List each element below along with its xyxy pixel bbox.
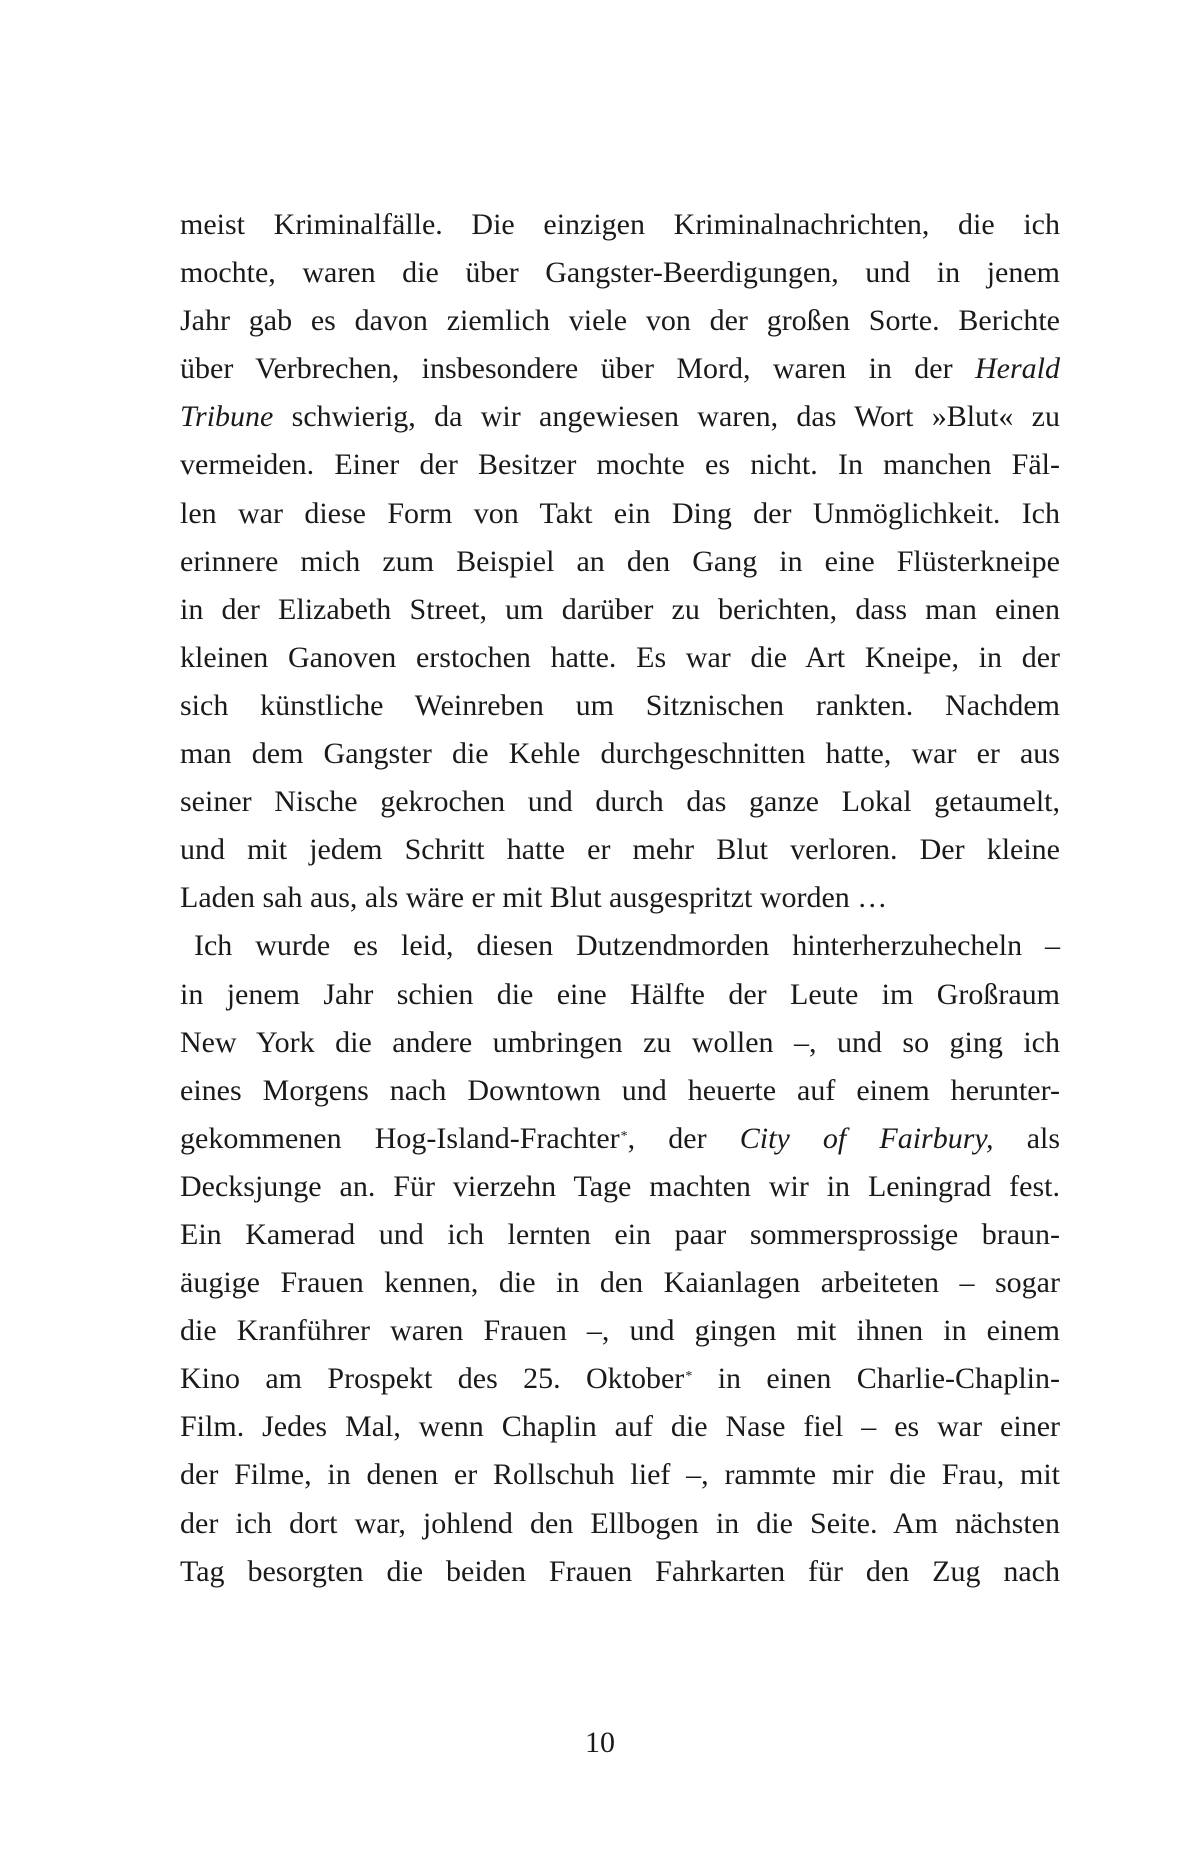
text-line: Ich wurde es leid, diesen Dutzendmorden hinterherzuhecheln – — [194, 929, 1060, 963]
text-line: Ein Kamerad und ich lernten ein paar sommersprossige braun- — [180, 1217, 1060, 1251]
text-line: die Kranführer waren Frauen –, und gingen mit ihnen in einem — [180, 1314, 1060, 1348]
text-segment: gekommenen Hog-Island-Frachter — [180, 1121, 620, 1155]
text-line: der Filme, in denen er Rollschuh lief –, rammte mir die Frau, mit — [180, 1458, 1060, 1492]
text-line — [180, 1115, 1060, 1163]
text-line: sich künstliche Weinreben um Sitznischen rankten. Nachdem — [180, 688, 1060, 722]
text-segment: als — [1026, 1121, 1061, 1155]
footnote-marker: * — [620, 1128, 628, 1144]
newspaper-name-italic: Herald — [975, 352, 1060, 386]
text-line: man dem Gangster die Kehle durchgeschnitten hatte, war er aus — [180, 737, 1060, 771]
text-line: Jahr gab es davon ziemlich viele von der großen Sorte. Berichte — [180, 304, 1060, 338]
text-line — [180, 345, 1060, 393]
text-line — [180, 1355, 1060, 1403]
text-segment: Kino am Prospekt des 25. Oktober — [180, 1362, 685, 1396]
text-line: meist Kriminalfälle. Die einzigen Kriminalnachrichten, die ich — [180, 208, 1060, 241]
body-text — [180, 201, 1060, 1596]
text-line — [180, 393, 1060, 441]
text-segment: in einen Charlie-Chaplin- — [717, 1362, 1061, 1396]
text-line: Film. Jedes Mal, wenn Chaplin auf die Nase fiel – es war einer — [180, 1410, 1060, 1444]
text-line: in der Elizabeth Street, um darüber zu berichten, dass man einen — [180, 592, 1060, 626]
text-line: eines Morgens nach Downtown und heuerte auf einem herunter- — [180, 1073, 1060, 1107]
text-line: vermeiden. Einer der Besitzer mochte es nicht. In manchen Fäl- — [180, 448, 1060, 482]
text-line: und mit jedem Schritt hatte er mehr Blut verloren. Der kleine — [180, 833, 1060, 867]
text-segment: , der — [627, 1121, 707, 1155]
ship-name-italic: City of Fairbury, — [739, 1121, 994, 1155]
footnote-marker: * — [685, 1369, 693, 1385]
text-line: erinnere mich zum Beispiel an den Gang in eine Flüsterkneipe — [180, 544, 1060, 578]
text-segment: schwierig, da wir angewiesen waren, das Wort »Blut« zu — [291, 400, 1060, 434]
text-line: Decksjunge an. Für vierzehn Tage machten wir in Leningrad fest. — [180, 1169, 1060, 1203]
text-line: len war diese Form von Takt ein Ding der Unmöglichkeit. Ich — [180, 496, 1060, 530]
text-line: kleinen Ganoven erstochen hatte. Es war die Art Kneipe, in der — [180, 640, 1060, 674]
text-line: mochte, waren die über Gangster-Beerdigungen, und in jenem — [180, 256, 1060, 290]
text-line: New York die andere umbringen zu wollen –, und so ging ich — [180, 1025, 1060, 1059]
text-line: in jenem Jahr schien die eine Hälfte der Leute im Großraum — [180, 977, 1060, 1011]
text-line: seiner Nische gekrochen und durch das ganze Lokal getaumelt, — [180, 785, 1060, 819]
text-line: Laden sah aus, als wäre er mit Blut ausgespritzt worden … — [180, 881, 888, 915]
text-line: Tag besorgten die beiden Frauen Fahrkarten für den Zug nach — [180, 1554, 1060, 1588]
text-segment: über Verbrechen, insbesondere über Mord, waren in der — [180, 352, 953, 386]
newspaper-name-italic: Tribune — [180, 400, 274, 434]
page-number: 10 — [585, 1726, 615, 1759]
text-line: der ich dort war, johlend den Ellbogen in die Seite. Am nächsten — [180, 1506, 1060, 1540]
text-line: äugige Frauen kennen, die in den Kaianlagen arbeiteten – sogar — [180, 1266, 1060, 1300]
